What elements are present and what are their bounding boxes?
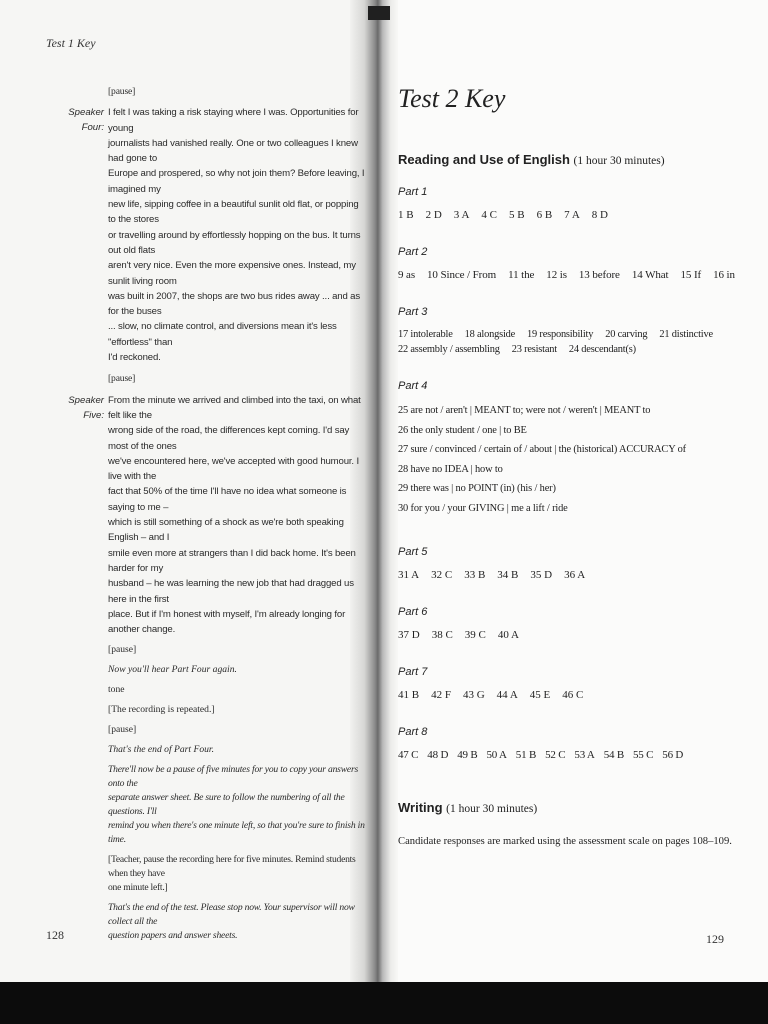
instruction-text: That's the end of the test. Please stop now. Your supervisor will now collect all the question papers and answer sheets. <box>108 902 355 942</box>
page-number-left: 128 <box>46 928 64 942</box>
speaker-text: I felt I was taking a risk staying where I was. Opportunities for young journalists had vanished really. One or two colleagues I knew had gone to Europe and prospered, so why not join them? Before leaving, I imagined my new life, sipping coffee in a beautiful sunlit old flat, or popping to the stores or travelling around by effortlessly hopping on the bus. It turns out old flats aren't very nice. Even the more expensive ones. Instead, my sunlit living room was built in 2007, the shops are two bus rides away ... and as for the buses ... slow, no climate control, and diversions mean it's less "effortless" than I'd reckoned. <box>108 107 365 364</box>
instruction-text: There'll now be a pause of five minutes for you to copy your answers onto the separate answer sheet. Be sure to follow the numbering of all the questions. I'll remind you when there's one minute left, so that you're sure to finish in time. <box>108 764 365 846</box>
pause-note: [pause] <box>108 86 136 97</box>
instruction-text: That's the end of Part Four. <box>108 744 214 756</box>
page-title: Test 2 Key <box>398 84 506 113</box>
speaker-four-block <box>50 105 368 365</box>
section-heading-writing: Writing (1 hour 30 minutes) <box>398 800 538 815</box>
speaker-text: From the minute we arrived and climbed into the taxi, on what felt like the wrong side of the road, the differences kept coming. I'd say most of the ones we've encountered here, we've accepted with good humour. I live with the fact that 50% of the time I'll have no idea what someone is saying to me – which is still something of a shock as we're both speaking English – and I smile even more at strangers than I did back home. It's been harder for my husband – he was learning the new job that had dragged us here in the first place. But if I'm honest with myself, I'm already longing for another change. <box>108 394 361 636</box>
answer-row: 1 B 2 D 3 A 4 C 5 B 6 B 7 A 8 D <box>398 209 608 221</box>
answer-row: 47 C 48 D 49 B 50 A 51 B 52 C 53 A 54 B 55 C 56 D <box>398 749 684 761</box>
part-4: Part 4 25 are not / aren't | MEANT to; were not / weren't | MEANT to 26 the only student / one | to BE 27 sure / convinced / certain of / about | the (historical) ACCURACY of 28 have no IDEA | how to 29 there was | no POINT (in) (his / her) 30 for you / your GIVING | me a lift / ride <box>398 380 686 518</box>
pause-note: [pause] <box>108 644 137 656</box>
section-heading-reading: Reading and Use of English (1 hour 30 minutes) <box>398 152 665 167</box>
part-3: Part 3 17 intolerable 18 alongside 19 responsibility 20 carving 21 distinctive 22 assembly / assembling 23 resistant 24 descendant(s) <box>398 306 725 357</box>
pause-note: [pause] <box>108 724 137 736</box>
writing-note: Candidate responses are marked using the assessment scale on pages 108–109. <box>398 836 732 847</box>
teacher-note: [Teacher, pause the recording here for five minutes. Remind students when they have one minute left.] <box>108 854 356 894</box>
answer-block: 25 are not / aren't | MEANT to; were not / weren't | MEANT to 26 the only student / one | to BE 27 sure / convinced / certain of / about | the (historical) ACCURACY of 28 have no IDEA | how to 29 there was | no POINT (in) (his / her) 30 for you / your GIVING | me a lift / ride <box>398 405 686 514</box>
scan-bottom-border <box>0 982 768 1024</box>
part-7: Part 7 41 B 42 F 43 G 44 A 45 E 46 C <box>398 666 595 703</box>
answer-row: 31 A 32 C 33 B 34 B 35 D 36 A <box>398 569 586 581</box>
answer-row: 41 B 42 F 43 G 44 A 45 E 46 C <box>398 689 584 701</box>
tone-note: tone <box>108 684 125 696</box>
repeat-note: [The recording is repeated.] <box>108 704 215 716</box>
running-head: Test 1 Key <box>46 36 96 50</box>
part-6: Part 6 37 D 38 C 39 C 40 A <box>398 606 531 643</box>
answer-block: 17 intolerable 18 alongside 19 responsibility 20 carving 21 distinctive 22 assembly / assembling 23 resistant 24 descendant(s) <box>398 329 713 355</box>
part-5: Part 5 31 A 32 C 33 B 34 B 35 D 36 A <box>398 546 597 583</box>
speaker-label: Speaker Four: <box>68 107 104 134</box>
audio-transcript <box>50 84 368 949</box>
speaker-five-block <box>50 393 368 638</box>
part-2: Part 2 9 as 10 Since / From 11 the 12 is 13 before 14 What 15 If 16 in <box>398 246 747 283</box>
page-number-right: 129 <box>706 932 724 946</box>
pause-note: [pause] <box>108 373 136 385</box>
part-8: Part 8 47 C 48 D 49 B 50 A 51 B 52 C 53 A 54 B 55 C 56 D <box>398 726 684 761</box>
answer-row: 37 D 38 C 39 C 40 A <box>398 629 519 641</box>
speaker-label: Speaker Five: <box>68 394 104 421</box>
answer-row: 9 as 10 Since / From 11 the 12 is 13 before 14 What 15 If 16 in <box>398 269 735 281</box>
gutter-shadow <box>368 6 390 20</box>
part-1: Part 1 1 B 2 D 3 A 4 C 5 B 6 B 7 A 8 D <box>398 186 620 223</box>
instruction-text: Now you'll hear Part Four again. <box>108 664 237 676</box>
